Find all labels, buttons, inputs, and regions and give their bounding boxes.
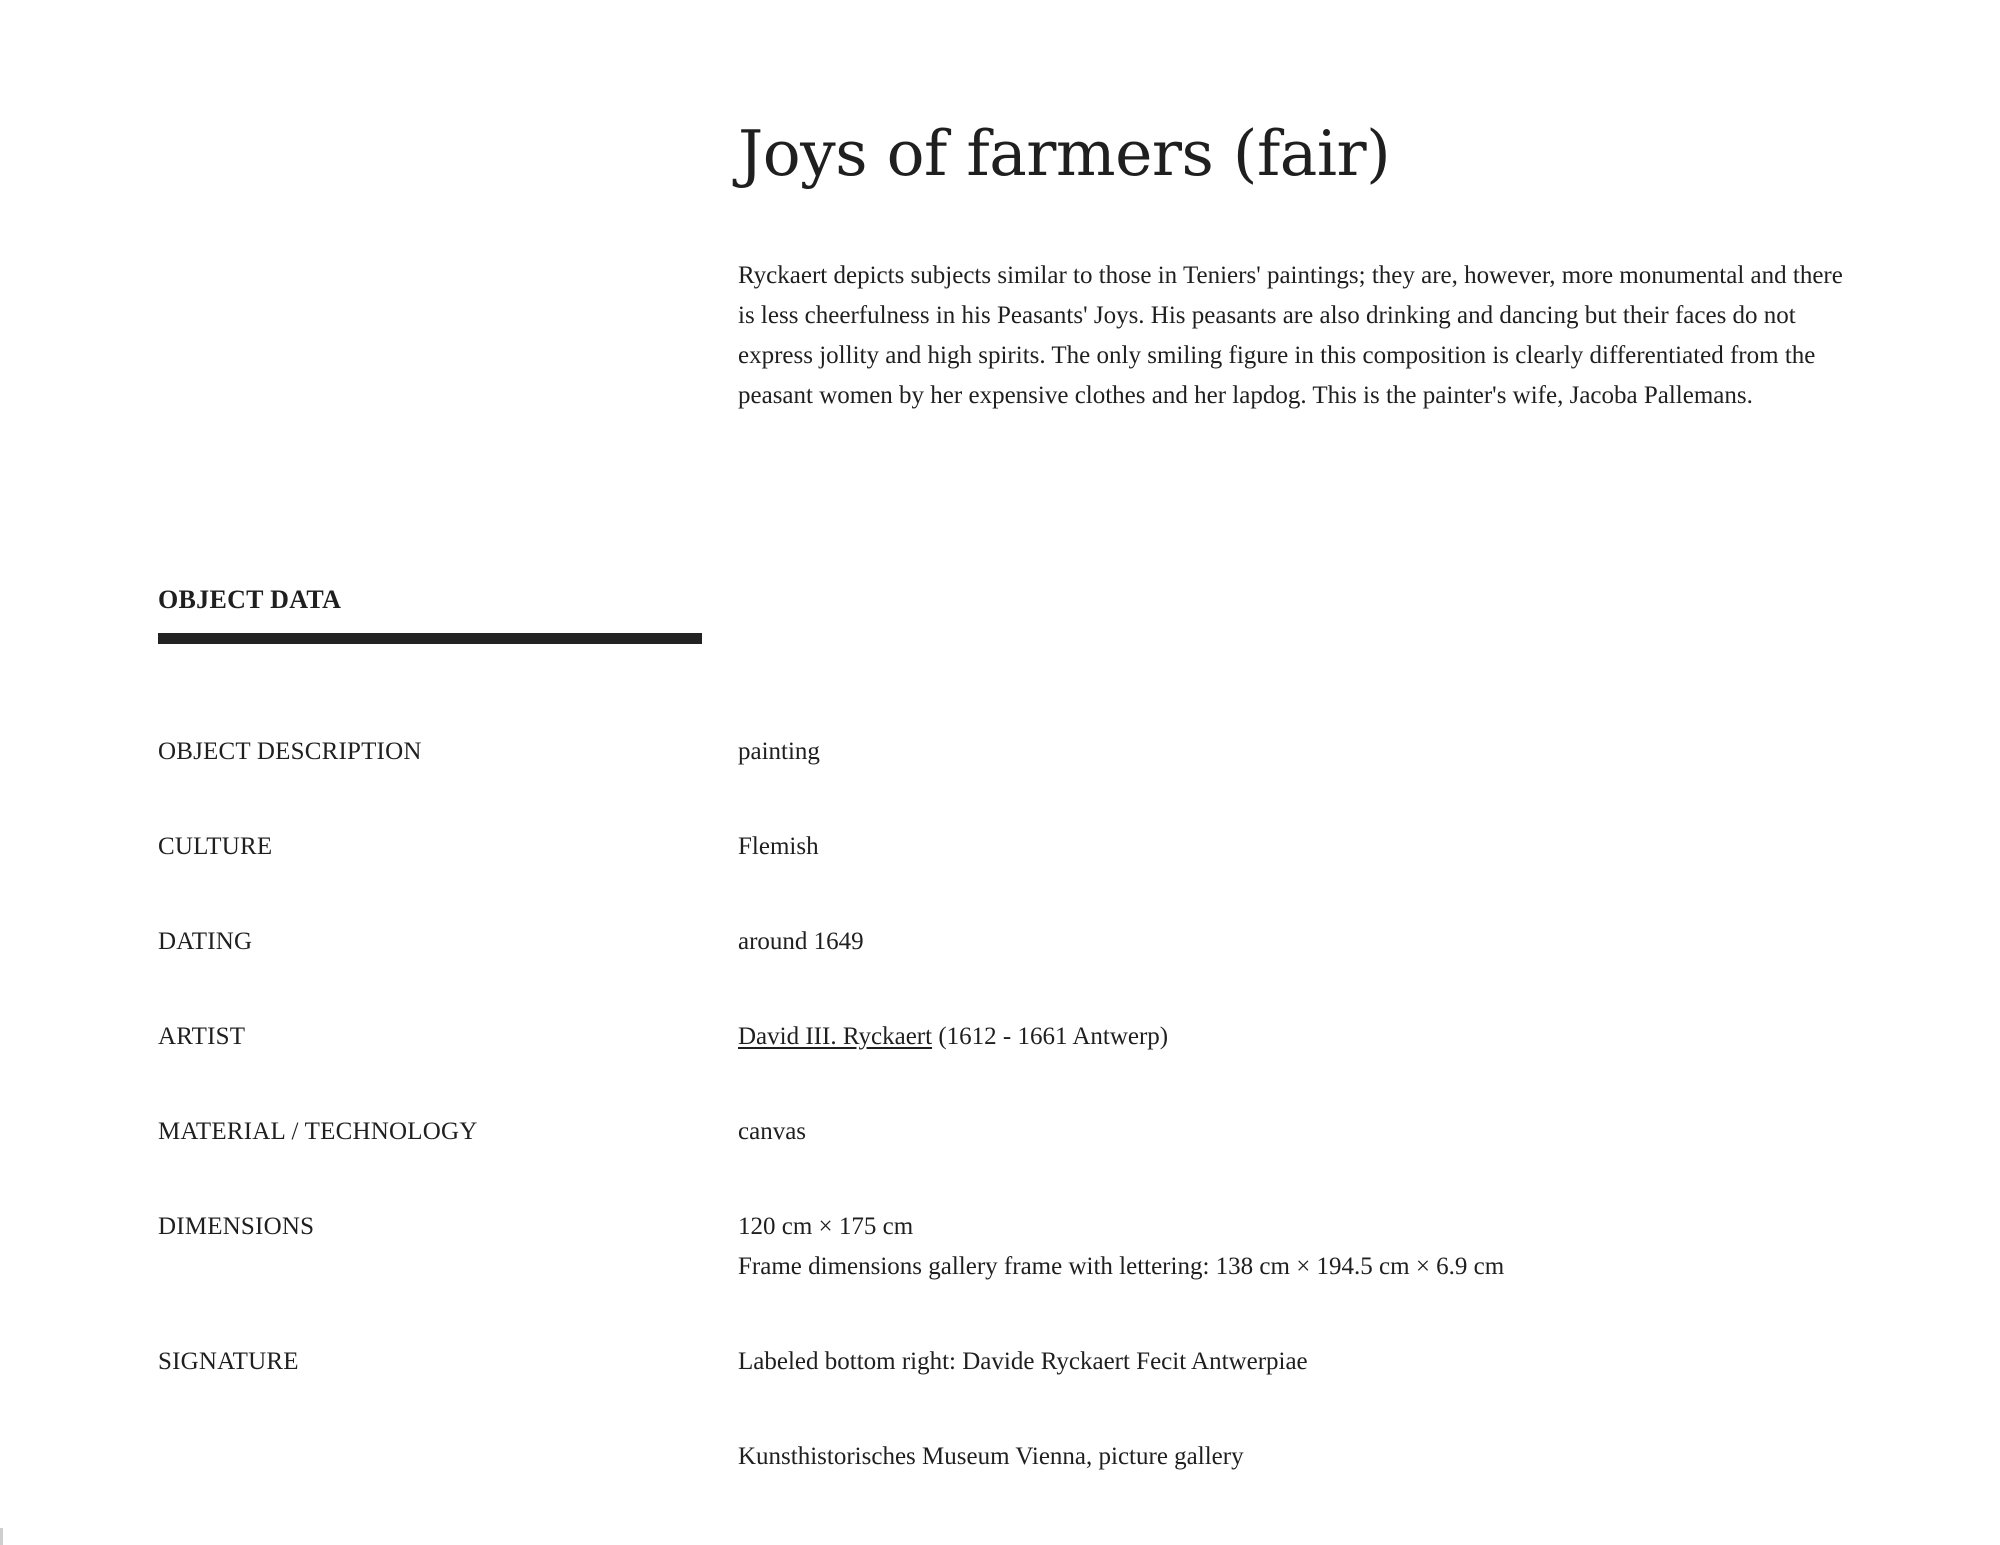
page-title: Joys of farmers (fair) bbox=[738, 117, 1391, 190]
row-label: DATING bbox=[158, 928, 253, 955]
dimensions-value: 120 cm × 175 cm bbox=[738, 1213, 914, 1240]
row-value bbox=[738, 1017, 1168, 1057]
frame-dimensions-value: Frame dimensions gallery frame with lettering: 138 cm × 194.5 cm × 6.9 cm bbox=[738, 1253, 1505, 1280]
row-value: Labeled bottom right: Davide Ryckaert Fecit Antwerpiae bbox=[738, 1348, 1308, 1375]
row-value: painting bbox=[738, 738, 820, 765]
row-value: Flemish bbox=[738, 833, 819, 860]
row-label: OBJECT DESCRIPTION bbox=[158, 738, 422, 765]
scrollbar-edge bbox=[0, 1528, 3, 1545]
row-value bbox=[738, 1207, 1504, 1287]
section-heading-object-data: OBJECT DATA bbox=[158, 585, 342, 614]
row-value: canvas bbox=[738, 1118, 807, 1145]
row-label: ARTIST bbox=[158, 1023, 246, 1050]
artist-life-dates: (1612 - 1661 Antwerp) bbox=[932, 1023, 1169, 1050]
collection-value: Kunsthistorisches Museum Vienna, picture gallery bbox=[738, 1443, 1244, 1470]
row-label: SIGNATURE bbox=[158, 1348, 299, 1375]
object-description-text: Ryckaert depicts subjects similar to those in Teniers' paintings; they are, however, more monumental and there is less cheerfulness in his Peasants' Joys. His peasants are also drinking and dancing but their faces do not express jollity and high spirits. The only smiling figure in this composition is clearly differentiated from the peasant women by her expensive clothes and her lapdog. This is the painter's wife, Jacoba Pallemans. bbox=[738, 262, 1843, 409]
artist-link[interactable]: David III. Ryckaert bbox=[738, 1023, 933, 1050]
row-value: around 1649 bbox=[738, 928, 864, 955]
row-label: DIMENSIONS bbox=[158, 1213, 315, 1240]
section-divider bbox=[158, 633, 702, 644]
row-label: CULTURE bbox=[158, 833, 273, 860]
row-label: MATERIAL / TECHNOLOGY bbox=[158, 1118, 478, 1145]
